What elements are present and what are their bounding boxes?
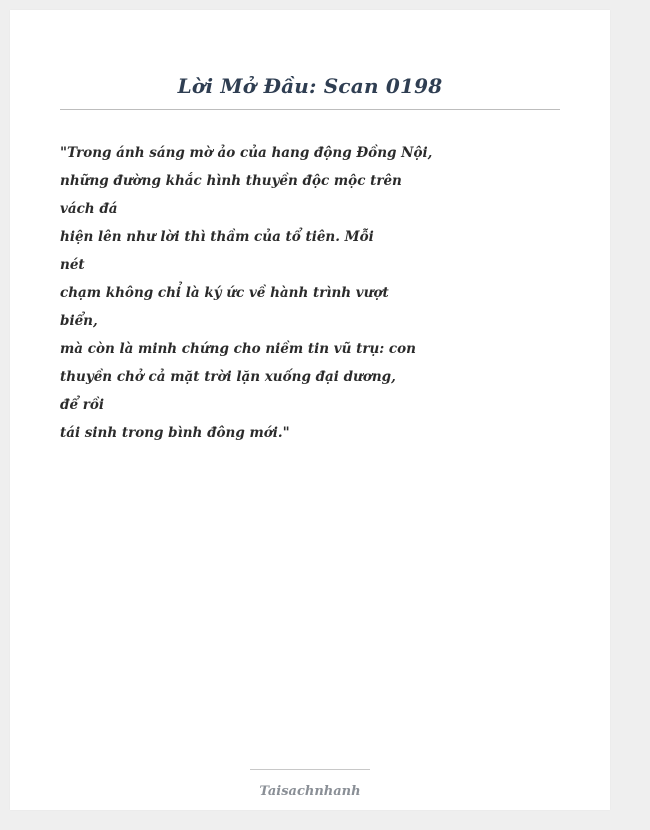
document-page [10, 10, 610, 810]
poem-line: vách đá [60, 201, 118, 217]
poem-line: nét [60, 257, 85, 273]
poem-line: mà còn là minh chứng cho niềm tin vũ trụ: con [60, 341, 416, 357]
page-title: Lời Mở Đầu: Scan 0198 [177, 74, 443, 98]
footer-divider [250, 769, 370, 770]
poem-line: hiện lên như lời thì thầm của tổ tiên. Mỗi [60, 229, 374, 245]
footer-source: Taisachnhanh [259, 784, 361, 799]
poem-line: để rồi [60, 397, 104, 413]
poem-line: chạm không chỉ là ký ức về hành trình vượt [60, 285, 389, 301]
poem-line: những đường khắc hình thuyền độc mộc trên [60, 173, 402, 189]
poem-line: "Trong ánh sáng mờ ảo của hang động Đồng Nội, [60, 145, 433, 161]
title-divider [60, 109, 560, 110]
poem-line: biển, [60, 313, 98, 329]
poem-line: tái sinh trong bình đông mới." [60, 425, 290, 441]
poem-text [60, 142, 433, 450]
poem-line: thuyền chở cả mặt trời lặn xuống đại dương, [60, 369, 396, 385]
